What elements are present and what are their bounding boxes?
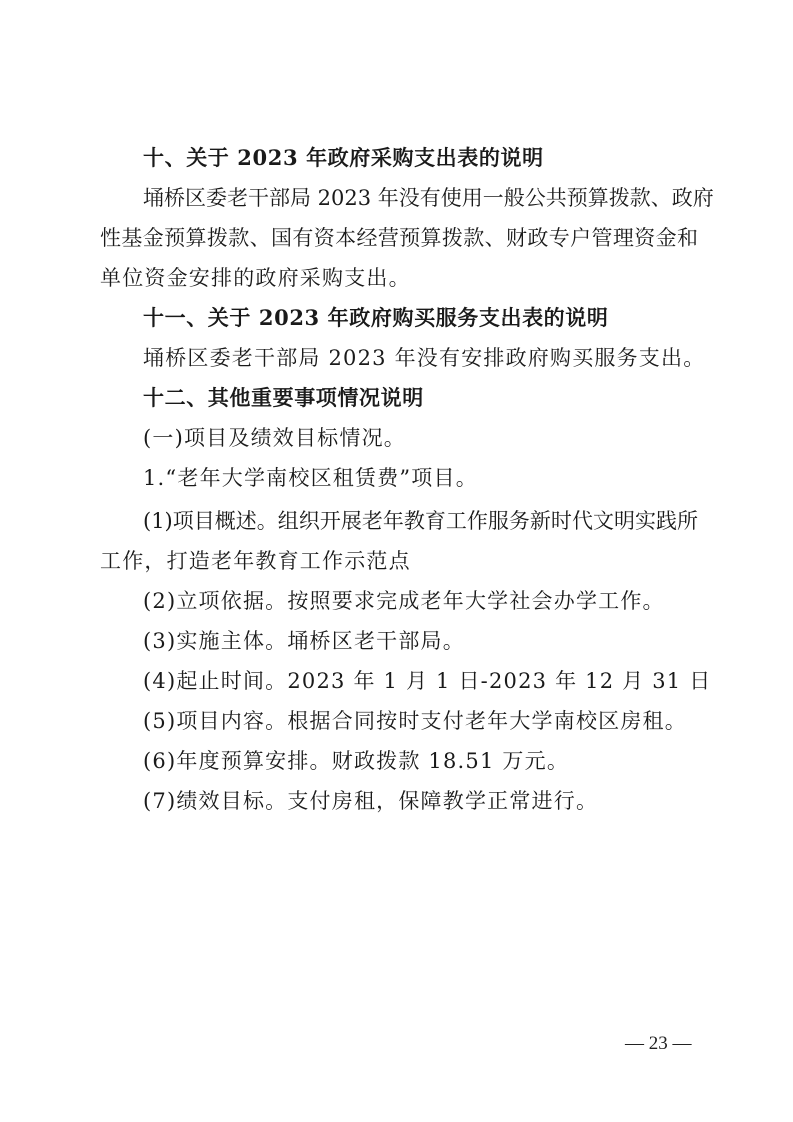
item-3: (3)实施主体。埇桥区老干部局。 (143, 629, 465, 653)
section-10-heading: 十、关于 2023 年政府采购支出表的说明 (143, 145, 544, 170)
section-12-subheading: (一)项目及绩效目标情况。 (143, 426, 406, 450)
item-7: (7)绩效目标。支付房租，保障教学正常进行。 (143, 789, 599, 813)
item-4: (4)起止时间。2023 年 1 月 1 日-2023 年 12 月 31 日 (143, 669, 712, 693)
section-11-heading: 十一、关于 2023 年政府购买服务支出表的说明 (143, 305, 609, 330)
section-10-paragraph-line-1: 埇桥区委老干部局 2023 年没有使用一般公共预算拨款、政府 (143, 186, 714, 210)
item-1-line-1: (1)项目概述。组织开展老年教育工作服务新时代文明实践所 (143, 509, 698, 533)
section-12-heading: 十二、其他重要事项情况说明 (143, 385, 424, 410)
item-1-line-2: 工作，打造老年教育工作示范点 (100, 549, 411, 573)
item-2: (2)立项依据。按照要求完成老年大学社会办学工作。 (143, 589, 665, 613)
page-number: — 23 — (625, 1033, 692, 1054)
item-6: (6)年度预算安排。财政拨款 18.51 万元。 (143, 749, 570, 773)
section-11-paragraph: 埇桥区委老干部局 2023 年没有安排政府购买服务支出。 (143, 346, 706, 370)
item-5: (5)项目内容。根据合同按时支付老年大学南校区房租。 (143, 709, 687, 733)
project-title: 1.“老年大学南校区租赁费”项目。 (143, 466, 478, 490)
section-10-paragraph-line-3: 单位资金安排的政府采购支出。 (100, 266, 411, 290)
section-10-paragraph-line-2: 性基金预算拨款、国有资本经营预算拨款、财政专户管理资金和 (100, 226, 698, 250)
